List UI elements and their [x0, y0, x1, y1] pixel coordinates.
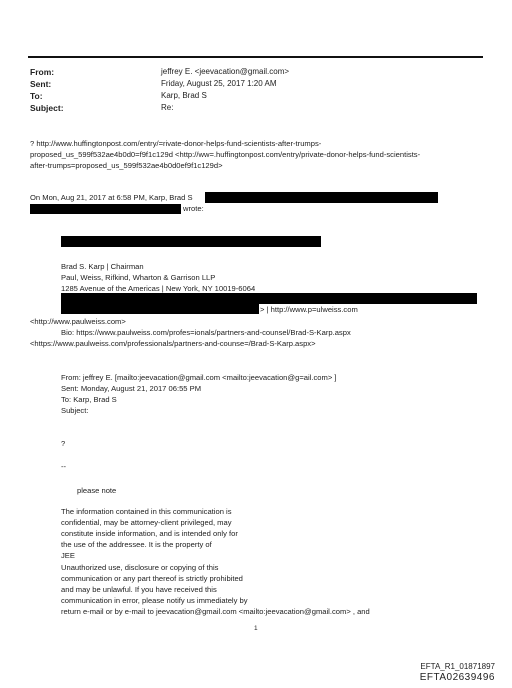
- quoted-subject: Subject:: [61, 406, 89, 415]
- disclaimer-line: communication in error, please notify us immediately by: [61, 596, 248, 605]
- redaction-block: [205, 192, 438, 203]
- bates-number-2: EFTA02639496: [419, 672, 495, 683]
- signature-address: 1285 Avenue of the Americas | New York, NY 10019-6064: [61, 284, 256, 293]
- disclaimer-line: The information contained in this communication is: [61, 507, 232, 516]
- to-label: To:: [30, 91, 43, 101]
- quoted-sent: Sent: Monday, August 21, 2017 06:55 PM: [61, 384, 202, 393]
- disclaimer-line: communication or any part thereof is strictly prohibited: [61, 574, 243, 583]
- signature-firm: Paul, Weiss, Rifkind, Wharton & Garrison LLP: [61, 273, 216, 282]
- signature-name: Brad S. Karp | Chairman: [61, 262, 144, 271]
- header-top-rule: [28, 56, 483, 58]
- disclaimer-line: JEE: [61, 551, 75, 560]
- sent-label: Sent:: [30, 79, 52, 89]
- link-line-2: proposed_us_599f532ae4b0d0=f9f1c129d <http://ww=.huffingtonpost.com/entry/private-donor-helps-fund-scientists-: [30, 150, 421, 159]
- signature-bio-link: <https://www.paulweiss.com/professionals/partners-and-counse=/Brad-S-Karp.aspx>: [30, 339, 316, 348]
- quoted-to: To: Karp, Brad S: [61, 395, 117, 404]
- redaction-block: [61, 304, 259, 314]
- from-value: jeffrey E. <jeevacation@gmail.com>: [161, 67, 290, 76]
- signature-web-tail: > | http://www.p=ulweiss.com: [260, 305, 358, 314]
- reply-on-line: On Mon, Aug 21, 2017 at 6:58 PM, Karp, Brad S: [30, 193, 193, 202]
- redaction-block: [30, 204, 181, 214]
- quoted-please-note: please note: [77, 486, 117, 495]
- to-value: Karp, Brad S: [161, 91, 207, 100]
- link-line-1: ? http://www.huffingtonpost.com/entry/=rivate-donor-helps-fund-scientists-after-trumps-: [30, 139, 322, 148]
- redaction-block: [61, 236, 321, 247]
- bates-number-1: EFTA_R1_01871897: [420, 662, 495, 671]
- disclaimer-line: the use of the addressee. It is the property of: [61, 540, 212, 549]
- from-label: From:: [30, 67, 55, 77]
- reply-wrote: wrote:: [183, 204, 204, 213]
- signature-bio: Bio: https://www.paulweiss.com/profes=ionals/partners-and-counsel/Brad-S-Karp.aspx: [61, 328, 351, 337]
- quoted-question-mark: ?: [61, 439, 66, 448]
- link-line-3: after-trumps=proposed_us_599f532ae4b0d0ef9f1c129d>: [30, 161, 223, 170]
- page-number: 1: [254, 625, 258, 632]
- sent-value: Friday, August 25, 2017 1:20 AM: [161, 79, 277, 88]
- disclaimer-line: and may be unlawful. If you have received this: [61, 585, 217, 594]
- disclaimer-line: Unauthorized use, disclosure or copying of this: [61, 563, 219, 572]
- disclaimer-line: return e-mail or by e-mail to jeevacation@gmail.com <mailto:jeevacation@gmail.com> , and: [61, 607, 370, 616]
- disclaimer-line: confidential, may be attorney-client privileged, may: [61, 518, 232, 527]
- quoted-from: From: jeffrey E. [mailto:jeevacation@gmail.com <mailto:jeevacation@g=ail.com> ]: [61, 373, 337, 382]
- subject-label: Subject:: [30, 103, 64, 113]
- quoted-dashes: --: [61, 462, 67, 471]
- disclaimer-line: constitute inside information, and is intended only for: [61, 529, 238, 538]
- subject-value: Re:: [161, 103, 174, 112]
- signature-web-line: <http://www.paulweiss.com>: [30, 317, 126, 326]
- redaction-block: [61, 293, 477, 304]
